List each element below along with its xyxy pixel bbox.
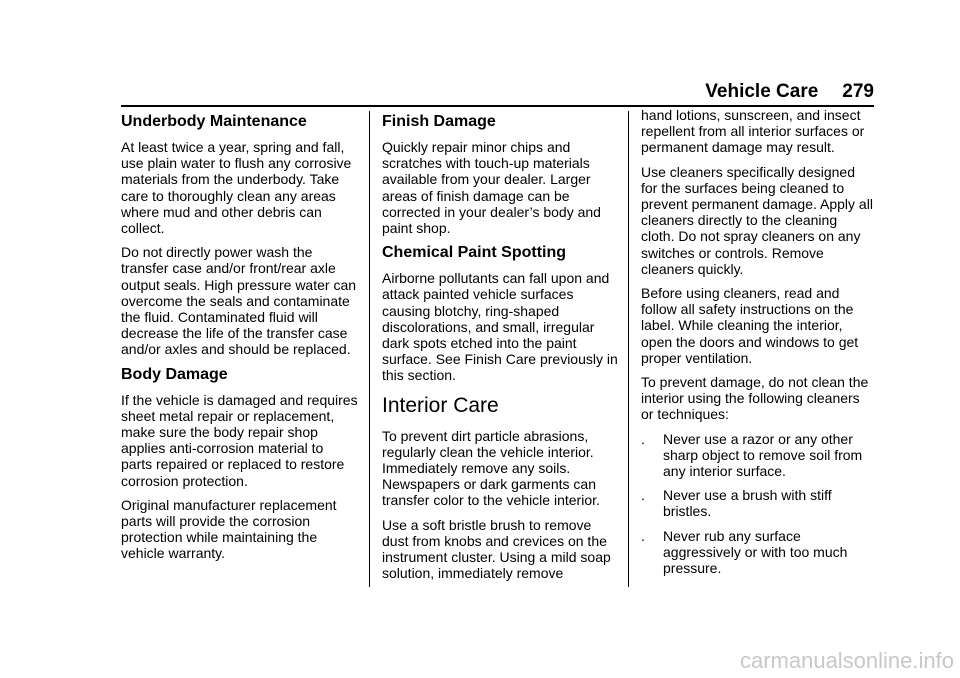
heading-body-damage: Body Damage — [121, 365, 228, 383]
list-item-text: Never rub any surface aggressively or with too much pressure. — [663, 527, 848, 577]
heading-underbody-maintenance: Underbody Maintenance — [121, 113, 307, 130]
paragraph: To prevent dirt particle abrasions, regularly clean the vehicle interior. Immediately remove any soils. Newspapers or dark garments can transfer color to the vehicle interior. — [382, 427, 600, 509]
paragraph: Before using cleaners, read and follow all safety instructions on the label. While cleaning the interior, open the doors and windows to get proper ventilation. — [641, 285, 859, 366]
page-number: 279 — [842, 81, 874, 102]
column-divider — [369, 111, 370, 587]
bullet-marker: . — [641, 527, 645, 544]
paragraph: At least twice a year, spring and fall, use plain water to flush any corrosive materials from the underbody. Take care to thoroughly clean any areas where mud and other debris can collect. — [121, 139, 352, 237]
paragraph: Original manufacturer replacement parts will provide the corrosion protection while maintaining the vehicle warranty. — [121, 496, 337, 562]
paragraph: Use cleaners specifically designed for the surfaces being cleaned to prevent permanent damage. Apply all cleaners directly to the cleaning cloth. Do not spray cleaners on any switches or controls. Remove cleaners quickly. — [641, 163, 873, 277]
list-item-text: Never use a razor or any other sharp object to remove soil from any interior surface. — [663, 430, 863, 480]
list-item — [641, 431, 874, 480]
column-middle — [382, 107, 619, 589]
paragraph: Use a soft bristle brush to remove dust from knobs and crevices on the instrument cluster. Using a mild soap solution, immediately remove — [382, 516, 611, 582]
section-title: Vehicle Care — [705, 81, 819, 102]
list-item — [641, 487, 874, 519]
paragraph: If the vehicle is damaged and requires sheet metal repair or replacement, make sure the body repair shop applies anti-corrosion material to parts repaired or replaced to restore corrosion protection. — [121, 391, 358, 489]
paragraph: Do not directly power wash the transfer case and/or front/rear axle output seals. High pressure water can overcome the seals and contaminate the fluid. Contaminated fluid will decrease the life of the transfer case and/or axles and should be replaced. — [121, 244, 357, 358]
paragraph: Airborne pollutants can fall upon and attack painted vehicle surfaces causing blotchy, ring-shaped discolorations, and small, irregular dark spots etched into the paint surface. See Finish Care previously in this section. — [382, 270, 618, 384]
column-divider — [628, 111, 629, 587]
bullet-list — [641, 431, 874, 577]
column-right — [641, 107, 874, 584]
list-item — [641, 528, 874, 577]
bullet-marker: . — [641, 430, 645, 447]
heading-interior-care: Interior Care — [382, 393, 499, 417]
bullet-marker: . — [641, 487, 645, 504]
paragraph: hand lotions, sunscreen, and insect repellent from all interior surfaces or permanent damage may result. — [641, 107, 865, 156]
heading-chemical-paint-spotting: Chemical Paint Spotting — [382, 244, 567, 262]
paragraph: Quickly repair minor chips and scratches with touch-up materials available from your dealer. Larger areas of finish damage can be corrected in your dealer’s body and paint shop. — [382, 139, 601, 237]
paragraph: To prevent damage, do not clean the interior using the following cleaners or techniques: — [641, 374, 869, 423]
list-item-text: Never use a brush with stiff bristles. — [663, 487, 832, 520]
page-header — [0, 81, 874, 103]
column-left — [121, 107, 358, 570]
heading-finish-damage: Finish Damage — [382, 113, 496, 130]
watermark: carmanualsonline.info — [739, 648, 954, 673]
